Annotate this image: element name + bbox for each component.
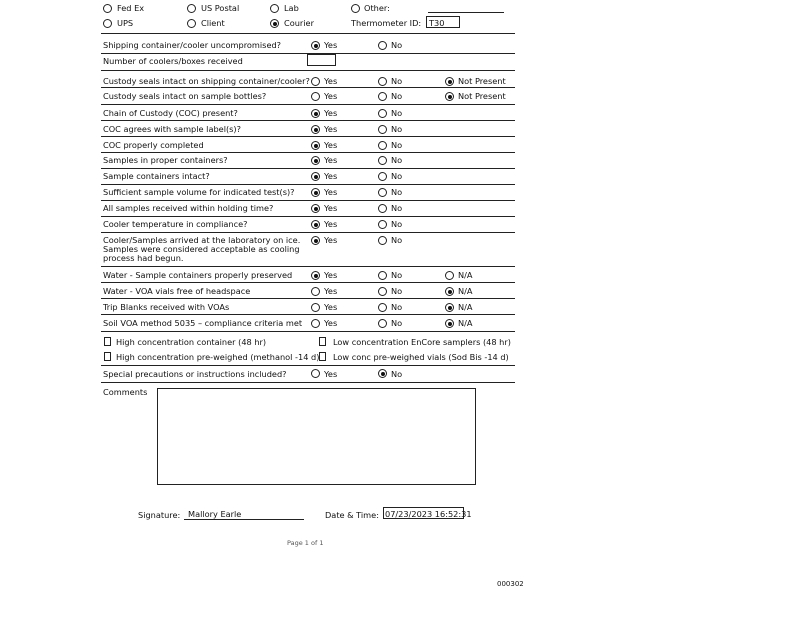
no-radio[interactable] — [378, 319, 387, 328]
yes-radio[interactable] — [311, 41, 320, 50]
not-present-radio[interactable] — [445, 92, 454, 101]
yes-radio[interactable] — [311, 303, 320, 312]
yes-radio[interactable] — [311, 271, 320, 280]
header-divider — [101, 33, 515, 34]
yes-radio[interactable] — [311, 204, 320, 213]
low-preweighed-label: Low conc pre-weighed vials (Sod Bis -14 d) — [333, 352, 509, 362]
question-text: COC properly completed — [103, 140, 204, 150]
fedex-radio[interactable] — [103, 4, 112, 13]
row-divider — [101, 168, 515, 169]
row-divider — [101, 331, 515, 332]
no-label: No — [391, 91, 403, 101]
other-input[interactable] — [428, 12, 504, 13]
question-text-line2: Samples were considered acceptable as cooling — [103, 244, 300, 254]
thermometer-label: Thermometer ID: — [351, 18, 422, 28]
row-divider — [101, 87, 515, 88]
question-text-line3: process had begun. — [103, 253, 184, 263]
client-radio[interactable] — [187, 19, 196, 28]
courier-label: Courier — [284, 18, 314, 28]
no-label: No — [391, 171, 403, 181]
cooler-count-field[interactable] — [307, 54, 336, 66]
row-divider — [101, 314, 515, 315]
row-divider — [101, 216, 515, 217]
no-label: No — [391, 302, 403, 312]
special-no-label: No — [391, 369, 403, 379]
yes-label: Yes — [324, 203, 338, 213]
na-label: N/A — [458, 318, 473, 328]
no-radio[interactable] — [378, 188, 387, 197]
yes-radio[interactable] — [311, 77, 320, 86]
row-divider — [101, 232, 515, 233]
row-divider — [101, 136, 515, 137]
yes-label: Yes — [324, 91, 338, 101]
row-divider — [101, 298, 515, 299]
signature-value: Mallory Earle — [188, 509, 242, 519]
no-label: No — [391, 270, 403, 280]
no-radio[interactable] — [378, 236, 387, 245]
low-encore-label: Low concentration EnCore samplers (48 hr) — [333, 337, 511, 347]
not-present-label: Not Present — [458, 76, 506, 86]
ups-label: UPS — [117, 18, 134, 28]
na-radio[interactable] — [445, 287, 454, 296]
yes-label: Yes — [324, 76, 338, 86]
no-radio[interactable] — [378, 77, 387, 86]
no-label: No — [391, 76, 403, 86]
question-text: Chain of Custody (COC) present? — [103, 108, 238, 118]
datetime-label: Date & Time: — [325, 510, 379, 520]
comments-box[interactable] — [157, 388, 476, 485]
question-text: Sample containers intact? — [103, 171, 210, 181]
question-text: Custody seals intact on sample bottles? — [103, 91, 267, 101]
thermometer-value: T30 — [429, 18, 445, 28]
row-divider — [101, 282, 515, 283]
no-radio[interactable] — [378, 271, 387, 280]
row-divider — [101, 70, 515, 71]
low-encore-checkbox[interactable] — [319, 337, 326, 346]
question-text: Custody seals intact on shipping container/cooler? — [103, 76, 310, 86]
no-label: No — [391, 286, 403, 296]
lab-label: Lab — [284, 3, 299, 13]
yes-label: Yes — [324, 286, 338, 296]
signature-label: Signature: — [138, 510, 181, 520]
no-radio[interactable] — [378, 303, 387, 312]
special-yes-label: Yes — [324, 369, 338, 379]
special-yes-radio[interactable] — [311, 369, 320, 378]
no-radio[interactable] — [378, 220, 387, 229]
question-text: Sufficient sample volume for indicated test(s)? — [103, 187, 295, 197]
high-preweighed-checkbox[interactable] — [104, 352, 111, 361]
yes-radio[interactable] — [311, 156, 320, 165]
no-radio[interactable] — [378, 125, 387, 134]
client-label: Client — [201, 18, 225, 28]
page-code: 000302 — [497, 580, 524, 588]
no-label: No — [391, 108, 403, 118]
row-divider — [101, 152, 515, 153]
special-no-radio[interactable] — [378, 369, 387, 378]
page-footer: Page 1 of 1 — [287, 539, 324, 547]
soil-divider — [101, 365, 515, 366]
yes-label: Yes — [324, 302, 338, 312]
special-question: Special precautions or instructions included? — [103, 369, 287, 379]
no-label: No — [391, 219, 403, 229]
ups-radio[interactable] — [103, 19, 112, 28]
yes-label: Yes — [324, 219, 338, 229]
no-label: No — [391, 124, 403, 134]
na-label: N/A — [458, 286, 473, 296]
question-text: Samples in proper containers? — [103, 155, 228, 165]
no-radio[interactable] — [378, 109, 387, 118]
yes-radio[interactable] — [311, 287, 320, 296]
row-divider — [101, 120, 515, 121]
yes-radio[interactable] — [311, 141, 320, 150]
yes-label: Yes — [324, 140, 338, 150]
yes-radio[interactable] — [311, 92, 320, 101]
no-label: No — [391, 318, 403, 328]
no-radio[interactable] — [378, 41, 387, 50]
yes-label: Yes — [324, 187, 338, 197]
question-text: Trip Blanks received with VOAs — [103, 302, 230, 312]
question-text: Water - VOA vials free of headspace — [103, 286, 251, 296]
high-container-checkbox[interactable] — [104, 337, 111, 346]
no-radio[interactable] — [378, 172, 387, 181]
no-radio[interactable] — [378, 287, 387, 296]
question-text: All samples received within holding time? — [103, 203, 274, 213]
question-text: Water - Sample containers properly preserved — [103, 270, 293, 280]
question-text: Soil VOA method 5035 – compliance criteria met — [103, 318, 303, 328]
question-text: Cooler/Samples arrived at the laboratory on ice. — [103, 235, 301, 245]
question-text: Number of coolers/boxes received — [103, 56, 243, 66]
yes-radio[interactable] — [311, 109, 320, 118]
yes-radio[interactable] — [311, 172, 320, 181]
special-divider — [101, 382, 515, 383]
no-radio[interactable] — [378, 92, 387, 101]
lab-radio[interactable] — [270, 4, 279, 13]
no-label: No — [391, 203, 403, 213]
question-text: COC agrees with sample label(s)? — [103, 124, 241, 134]
na-label: N/A — [458, 302, 473, 312]
yes-label: Yes — [324, 40, 338, 50]
not-present-radio[interactable] — [445, 77, 454, 86]
no-label: No — [391, 235, 403, 245]
not-present-label: Not Present — [458, 91, 506, 101]
high-container-label: High concentration container (48 hr) — [116, 337, 267, 347]
yes-radio[interactable] — [311, 220, 320, 229]
na-label: N/A — [458, 270, 473, 280]
row-divider — [101, 200, 515, 201]
na-radio[interactable] — [445, 303, 454, 312]
question-text: Shipping container/cooler uncompromised? — [103, 40, 282, 50]
fedex-label: Fed Ex — [117, 3, 145, 13]
yes-label: Yes — [324, 270, 338, 280]
yes-label: Yes — [324, 235, 338, 245]
datetime-value: 07/23/2023 16:52:31 — [385, 509, 472, 519]
no-label: No — [391, 140, 403, 150]
no-label: No — [391, 187, 403, 197]
yes-label: Yes — [324, 155, 338, 165]
row-divider — [101, 184, 515, 185]
us-postal-radio[interactable] — [187, 4, 196, 13]
no-label: No — [391, 155, 403, 165]
yes-label: Yes — [324, 318, 338, 328]
yes-radio[interactable] — [311, 188, 320, 197]
yes-label: Yes — [324, 171, 338, 181]
row-divider — [101, 104, 515, 105]
yes-label: Yes — [324, 124, 338, 134]
no-radio[interactable] — [378, 141, 387, 150]
yes-radio[interactable] — [311, 319, 320, 328]
yes-radio[interactable] — [311, 125, 320, 134]
row-divider — [101, 266, 515, 267]
yes-label: Yes — [324, 108, 338, 118]
other-label: Other: — [364, 3, 390, 13]
courier-radio[interactable] — [270, 19, 279, 28]
no-radio[interactable] — [378, 156, 387, 165]
na-radio[interactable] — [445, 271, 454, 280]
na-radio[interactable] — [445, 319, 454, 328]
yes-radio[interactable] — [311, 236, 320, 245]
high-preweighed-label: High concentration pre-weighed (methanol -14 d) — [116, 352, 320, 362]
low-preweighed-checkbox[interactable] — [319, 352, 326, 361]
comments-label: Comments — [103, 387, 148, 397]
no-radio[interactable] — [378, 204, 387, 213]
no-label: No — [391, 40, 403, 50]
other-radio[interactable] — [351, 4, 360, 13]
question-text: Cooler temperature in compliance? — [103, 219, 248, 229]
us-postal-label: US Postal — [201, 3, 240, 13]
